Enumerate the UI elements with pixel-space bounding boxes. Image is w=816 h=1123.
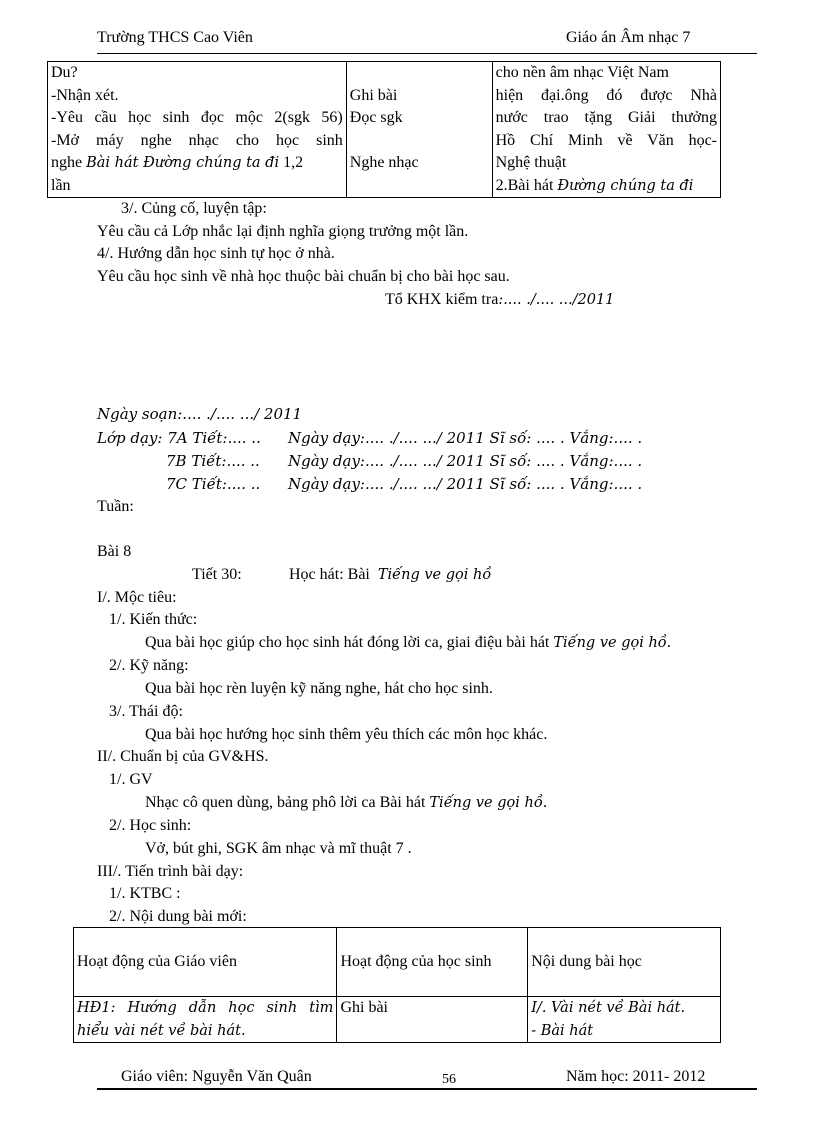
top-col3-song-line	[496, 175, 717, 198]
lesson-table-cell-gv	[74, 997, 337, 1043]
nghe-suffix: 1,2	[279, 154, 304, 171]
process-step1: 1/. KTBC :	[109, 885, 181, 902]
prep-gv-body: Nhạc cô quen dùng, bảng phô lời ca Bài hát	[145, 794, 430, 811]
tuan: Tuần:	[97, 498, 134, 515]
bai-number: Bài 8	[97, 543, 132, 560]
header-rule	[97, 53, 757, 54]
prep-gv-title: 1/. GV	[109, 771, 153, 788]
song-prefix: 2.Bài hát	[495, 176, 558, 194]
section4-text: Yêu cầu học sinh về nhà học thuộc bài chuẩn bị cho bài học sau.	[97, 268, 510, 285]
objectives-heading: I/. Mộc tiêu:	[97, 589, 177, 606]
section4-heading: 4/. Hướng dẫn học sinh tự học ở nhà.	[97, 245, 335, 262]
top-col1-line: Du?	[51, 64, 78, 81]
objective-song: Tiếng ve gọi hồ.	[553, 635, 672, 651]
nghe-song: Bài hát Đường chúng ta đi	[86, 155, 280, 171]
footer-teacher: Giáo viên: Nguyễn Văn Quân	[121, 1068, 312, 1085]
top-table-col-hs	[346, 62, 492, 198]
top-col3-line: Nghệ thuật	[495, 154, 567, 171]
top-col1-nghe-line	[51, 152, 343, 175]
tiet-number: Tiết 30:	[192, 566, 242, 583]
schedule-7a-prefix: Lớp dạy: 7A Tiết:.... ..	[97, 429, 261, 447]
lesson-table-cell-nd	[528, 997, 721, 1043]
process-heading: III/. Tiến trình bài dạy:	[97, 863, 244, 880]
schedule-7c-detail: Ngày dạy:.... ./.... .../ 2011 Sĩ số: .... . Vắng:.... .	[288, 475, 643, 493]
lesson-song: Tiếng ve gọi hồ	[377, 567, 492, 583]
objective-text: Qua bài học hướng học sinh thêm yêu thích các môn học khác.	[145, 726, 548, 743]
top-col1-line: -Yêu cầu học sinh đọc mộc 2(sgk 56)	[51, 109, 343, 126]
check-date: :.... ./.... .../2011	[498, 292, 615, 308]
nd-line: I/. Vài nét về Bài hát.	[531, 1000, 686, 1016]
top-col1-line: -Nhận xét.	[51, 86, 119, 104]
nd-line: - Bài hát	[531, 1022, 594, 1039]
gv-line: hiểu vài nét về bài hát.	[77, 1022, 246, 1039]
lesson-title-line	[289, 565, 491, 585]
objective-text	[145, 633, 671, 653]
header-title: Giáo án Âm nhạc 7	[566, 29, 691, 46]
top-col2-line: Nghe nhạc	[349, 154, 419, 171]
prep-gv-song: Tiếng ve gọi hồ.	[429, 795, 548, 811]
section3-heading: 3/. Củng cố, luyện tập:	[121, 200, 267, 217]
nghe-prefix: nghe	[51, 154, 87, 171]
top-col3-line: cho nền âm nhạc Việt Nam	[495, 64, 669, 81]
top-col2-line: Ghi bài	[349, 86, 398, 104]
ngay-soan: Ngày soạn:.... ./.... .../ 2011	[97, 405, 303, 423]
lesson-table-header: Hoạt động của Giáo viên	[74, 928, 337, 997]
footer-rule	[97, 1088, 757, 1090]
section3-text: Yêu cầu cả Lớp nhắc lại định nghĩa giọng trưởng một lần.	[97, 223, 469, 240]
top-col1-line: -Mở máy nghe nhạc cho học sinh	[51, 131, 343, 149]
footer-page-number: 56	[442, 1072, 456, 1087]
check-label: Tổ KHX kiểm tra	[385, 291, 499, 308]
top-col2-line: Đọc sgk	[349, 109, 403, 126]
header-school: Trường THCS Cao Viên	[97, 29, 253, 46]
footer-year: Năm học: 2011- 2012	[566, 1068, 706, 1085]
lesson-table-header: Hoạt động của học sinh	[337, 928, 528, 997]
objective-title: 1/. Kiến thức:	[109, 611, 198, 628]
prep-hs-text: Vở, bút ghi, SGK âm nhạc và mĩ thuật 7 .	[145, 840, 412, 857]
top-table-col-nd	[492, 62, 720, 198]
hoc-hat-label: Học hát: Bài	[289, 566, 370, 583]
prep-gv-text	[145, 793, 547, 813]
objective-title: 3/. Thái độ:	[109, 703, 183, 720]
prep-hs-title: 2/. Học sinh:	[109, 817, 192, 834]
top-col3-line: nước trao tặng Giải thưởng	[495, 109, 717, 126]
top-col1-line: lần	[51, 176, 71, 194]
schedule-7b-prefix: 7B Tiết:.... ..	[166, 452, 260, 470]
schedule-7b-detail: Ngày dạy:.... ./.... .../ 2011 Sĩ số: .... . Vắng:.... .	[288, 452, 643, 470]
check-line	[385, 290, 614, 310]
top-table	[47, 61, 721, 198]
top-col3-line: Hồ Chí Minh về Văn học-	[495, 131, 717, 149]
objective-text-body: Qua bài học giúp cho học sinh hát đóng lời ca, giai điệu bài hát	[145, 634, 554, 651]
gv-line: HĐ1: Hướng dẫn học sinh tìm	[77, 1000, 334, 1016]
song-title: Đường chúng ta đi	[557, 177, 694, 194]
top-table-col-gv	[48, 62, 347, 198]
lesson-table-cell-hs: Ghi bài	[337, 997, 528, 1043]
prep-heading: II/. Chuẩn bị của GV&HS.	[97, 748, 269, 765]
schedule-7a-detail: Ngày dạy:.... ./.... .../ 2011 Sĩ số: .... . Vắng:.... .	[288, 429, 643, 447]
schedule-7c-prefix: 7C Tiết:.... ..	[166, 475, 261, 493]
objective-text: Qua bài học rèn luyện kỹ năng nghe, hát cho học sinh.	[145, 680, 493, 697]
process-step2: 2/. Nội dung bài mới:	[109, 908, 247, 925]
objective-title: 2/. Kỹ năng:	[109, 657, 189, 674]
lesson-table	[73, 927, 721, 1043]
lesson-table-header: Nội dung bài học	[528, 928, 721, 997]
top-col3-line: hiện đại.ông đó được Nhà	[495, 86, 717, 104]
